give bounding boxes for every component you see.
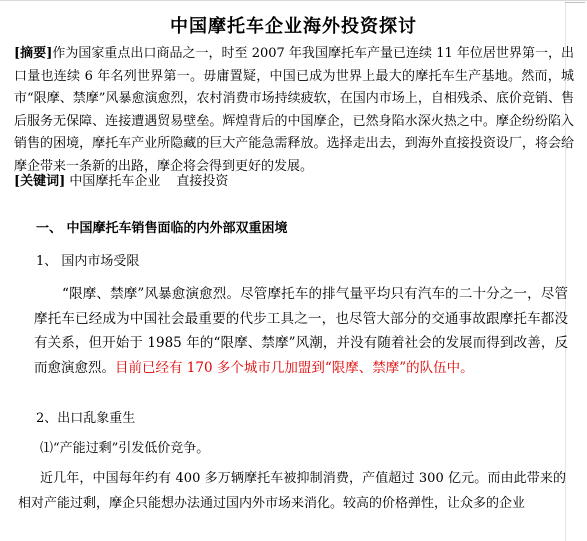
keywords-label: [关键词]: [14, 174, 66, 189]
section-heading: 一、 中国摩托车销售面临的内外部双重困境: [36, 221, 288, 236]
subsection-heading: 1、 国内市场受限: [36, 254, 140, 269]
keyword-item: 直接投资: [176, 174, 229, 189]
margin-corner-mark: [565, 2, 585, 3]
body-paragraph: 近几年，中国每年约有 400 多万辆摩托车被抑制消费，产值超过 300 亿元。而由此带来的相对产能过剩，摩企只能想办法通过国内外市场来消化。较高的价格弹性，让众多的企业: [18, 471, 566, 511]
list-item: ⑴“产能过剩”引发低价竞争。: [40, 441, 210, 456]
abstract-paragraph: [14, 43, 574, 178]
abstract-text: 作为国家重点出口商品之一，时至 2007 年我国摩托车产量已连续 11 年位居世界第一，出口量也连续 6 年名列世界第一。毋庸置疑，中国已成为世界上最大的摩托车生产基地。然而，城市“限摩、禁摩”风暴愈演愈烈，农村消费市场持续疲软，在国内市场上，自相残杀、底价竞销、售后服务无保障、连接遭遇贸易壁垒。辉煌背后的中国摩企，已然身陷水深火热之中。摩企纷纷陷入销售的困境，摩托车产业所隐藏的巨大产能急需释放。选择走出去，到海外直接投资设厂，将会给摩企带来一条新的出路，摩企将会得到更好的发展。: [14, 46, 574, 174]
highlighted-text: 目前已经有 170 多个城市几加盟到“限摩、禁摩”的队伍中。: [115, 359, 474, 376]
subsection-heading: 2、出口乱象重生: [36, 411, 136, 426]
document-title: 中国摩托车企业海外投资探讨: [170, 16, 417, 37]
top-border: [0, 0, 587, 1]
keyword-item: 中国摩托车企业: [69, 174, 161, 189]
keywords-line: [14, 171, 228, 193]
body-paragraph: [34, 282, 568, 380]
paragraph-text: “限摩、禁摩”风暴愈演愈烈。尽管摩托车的排气量平均只有汽车的二十分之一，尽管摩托车已经成为中国社会最重要的代步工具之一，也尽管大部分的交通事故跟摩托车都没有关系，但开始于 1985 年的“限摩、禁摩”风潮，并没有随着社会的发展而得到改善，反而愈演愈烈。: [34, 286, 568, 376]
abstract-label: [摘要]: [14, 46, 53, 61]
